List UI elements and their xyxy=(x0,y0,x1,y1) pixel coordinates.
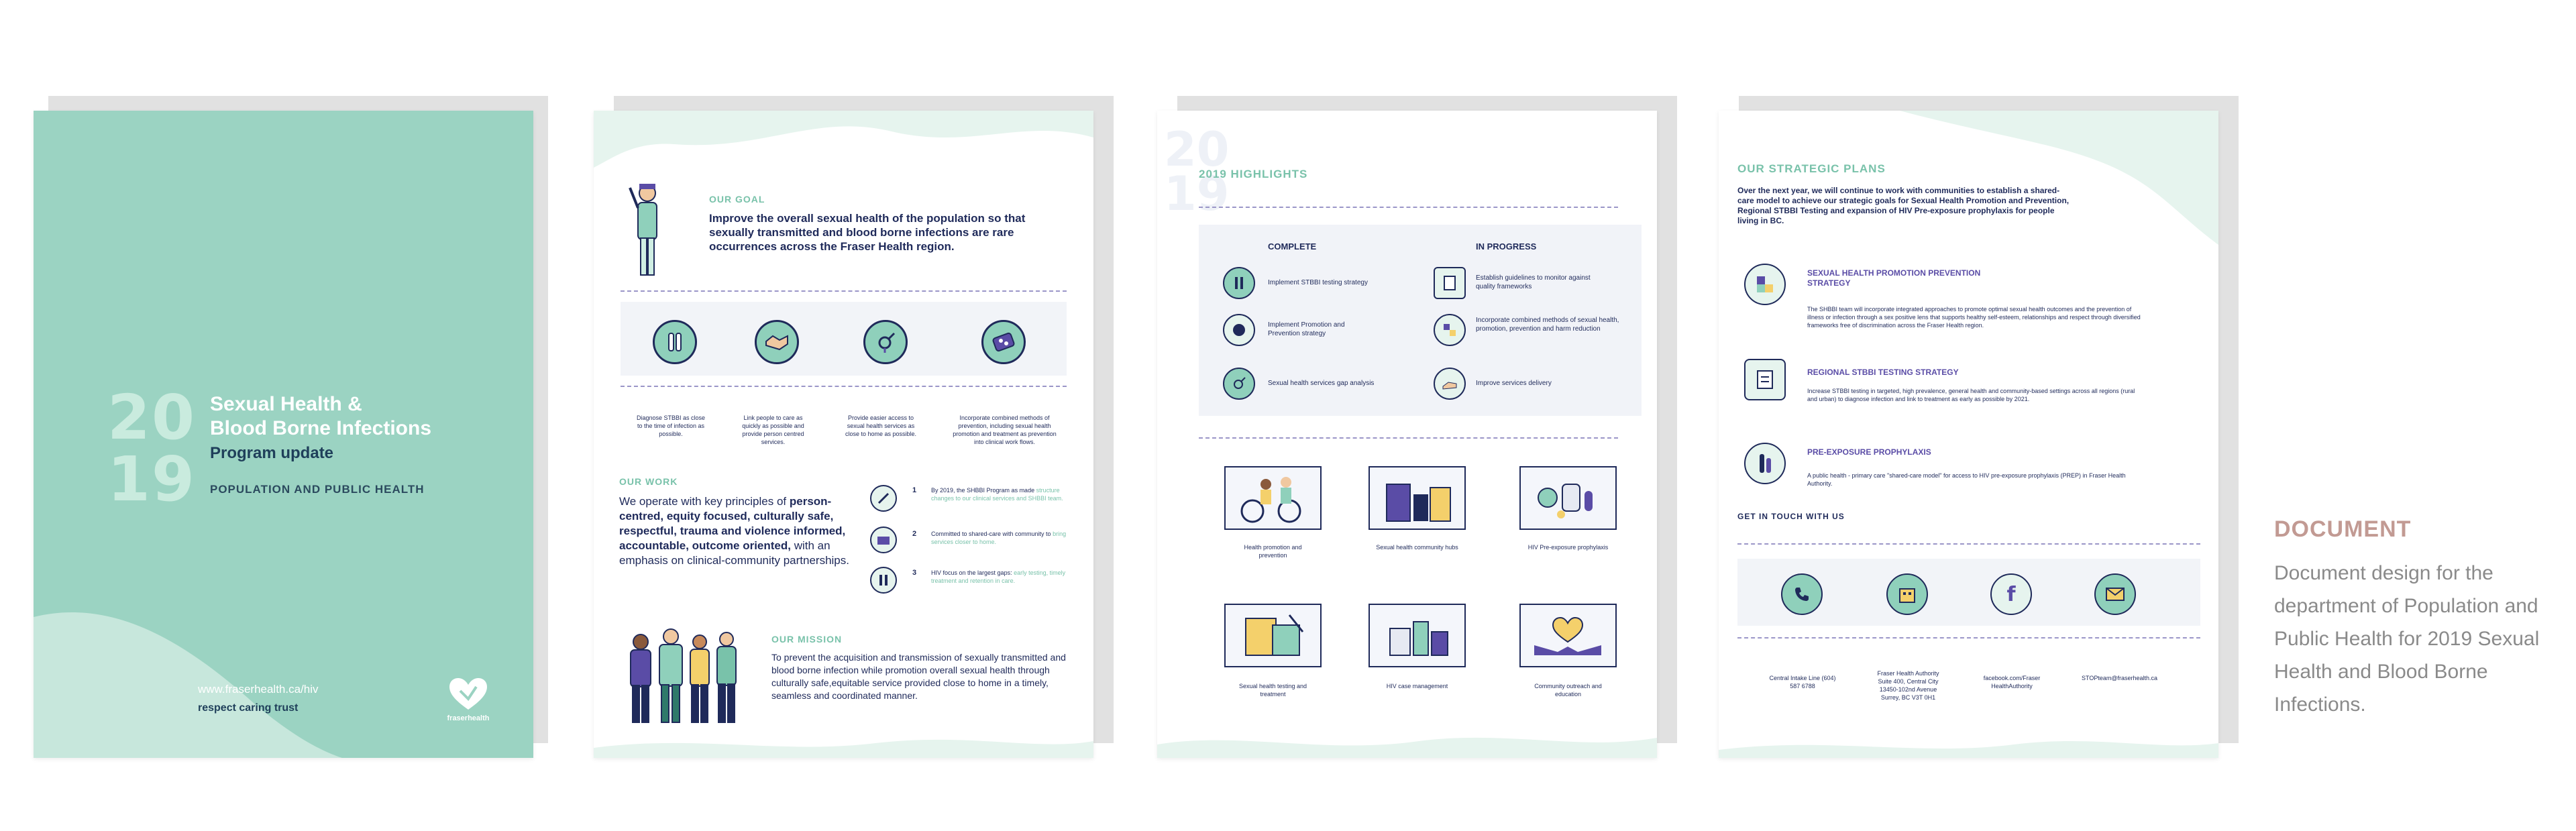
plan-text-3: A public health - primary care "shared-care model" for access to HIV pre-exposure prophylaxis (PREP) in Fraser Health Authority. xyxy=(1807,472,2126,487)
vials-icon xyxy=(1223,267,1255,299)
fraserhealth-logo: fraserhealth xyxy=(445,677,492,722)
page4 xyxy=(1719,111,2218,758)
plan-title-2: REGIONAL STBBI TESTING STRATEGY xyxy=(1807,368,1959,377)
document-icon xyxy=(1434,267,1466,299)
highlights-divider xyxy=(1199,207,1618,208)
hands-heart-icon xyxy=(1521,605,1615,666)
syringe-icon xyxy=(870,485,897,512)
mission-text: To prevent the acquisition and transmission of sexually transmitted and blood borne infection while promotion overall sexual health through culturally safe,equitable service provided close to home in a timely, seamless and coordinated manner. xyxy=(771,652,1066,701)
vials-icon xyxy=(870,567,897,594)
work-text: We operate with key principles of person-centred, equity focused, culturally safe, respectful, trauma and violence informed, accountable, outcome oriented, with an emphasis on clinical-community partnerships. xyxy=(619,495,849,567)
cover-bottom-wave xyxy=(34,590,533,758)
goal-item-4: Incorporate combined methods of prevention, including sexual health promotion and treatment as prevention into clinical work flows. xyxy=(953,414,1057,445)
community-group-illustration xyxy=(621,622,755,729)
tile-label-2: Sexual health community hubs xyxy=(1376,544,1458,551)
complete-item-3: Sexual health services gap analysis xyxy=(1268,380,1375,387)
goal-heading: OUR GOAL xyxy=(709,194,765,205)
plan-title-1: SEXUAL HEALTH PROMOTION PREVENTION STRATEGY xyxy=(1807,268,1981,288)
cover-year: 20 19 xyxy=(107,382,197,515)
contact-email[interactable]: STOPteam@fraserhealth.ca xyxy=(2081,675,2158,681)
handshake-icon xyxy=(755,320,799,364)
gender-symbol-icon xyxy=(863,320,908,364)
contact-address: Fraser Health Authority Suite 400, Central City 13450-102nd Avenue Surrey, BC V3T 0H1 xyxy=(1877,670,1939,701)
complete-item-1: Implement STBBI testing strategy xyxy=(1268,279,1368,286)
prep-tile xyxy=(1519,466,1617,530)
page4-bottom-wave xyxy=(1719,731,2218,758)
gender-symbol-icon xyxy=(1223,368,1255,400)
heart-logo-icon xyxy=(448,677,488,711)
goal-person-illustration xyxy=(627,181,667,282)
caption-text: Document design for the department of Population and Public Health for 2019 Sexual Health and Blood Borne Infections. xyxy=(2274,562,2540,716)
page2-bottom-wave xyxy=(594,731,1093,758)
outreach-education-tile xyxy=(1519,604,1617,667)
promotion-puzzle-icon xyxy=(1744,264,1786,305)
pills-icon xyxy=(1521,467,1615,529)
tiles-divider xyxy=(1199,437,1618,439)
test-kit-icon xyxy=(1226,605,1320,666)
page3 xyxy=(1157,111,1657,758)
tile-label-1: Health promotion and prevention xyxy=(1244,544,1302,559)
work-heading: OUR WORK xyxy=(619,476,678,487)
strategic-plans-heading: OUR STRATEGIC PLANS xyxy=(1737,162,1886,175)
complete-item-2: Implement Promotion and Prevention strategy xyxy=(1268,321,1345,337)
work-item-2: 2 Committed to shared-care with community to bring services closer to home. xyxy=(912,530,1067,545)
medicine-bottles-icon xyxy=(1370,605,1464,666)
plan-title-3: PRE-EXPOSURE PROPHYLAXIS xyxy=(1807,447,1931,457)
goal-item-1: Diagnose STBBI as close to the time of infection as possible. xyxy=(636,414,706,437)
page2 xyxy=(594,111,1093,758)
contact-heading: GET IN TOUCH WITH US xyxy=(1737,512,1845,521)
page3-bottom-wave xyxy=(1157,724,1657,758)
goal-item-3: Provide easier access to sexual health services as close to home as possible. xyxy=(845,414,917,437)
test-tubes-icon xyxy=(653,320,697,364)
goal-divider-top xyxy=(621,290,1067,292)
megaphone-icon xyxy=(1223,314,1255,346)
health-promotion-tile xyxy=(1224,466,1322,530)
testing-clipboard-icon xyxy=(1744,359,1786,400)
goal-item-2: Link people to care as quickly as possible and provide person centred services. xyxy=(742,414,804,445)
page3-year-watermark: 20 19 xyxy=(1164,122,1230,221)
contact-divider-bottom xyxy=(1737,637,2200,639)
cycling-people-icon xyxy=(1226,467,1320,529)
building-icon xyxy=(1886,573,1928,615)
cover-title: Sexual Health & Blood Borne Infections xyxy=(210,393,431,439)
cover-url[interactable]: www.fraserhealth.ca/hiv xyxy=(198,683,319,696)
work-item-1: 1 By 2019, the SHBBI Program as made structure changes to our clinical services and SHBBI team. xyxy=(912,486,1063,502)
strategic-intro: Over the next year, we will continue to work with communities to establish a shared-care model to achieve our strategic goals for Sexual Health Promotion and Prevention, Regional STBBI Testing and expansion of HIV Pre-exposure prophylaxis for people living in BC. xyxy=(1737,186,2070,225)
prep-vial-icon xyxy=(1744,443,1786,484)
cover-page xyxy=(34,111,533,758)
testing-treatment-tile xyxy=(1224,604,1322,667)
progress-item-3: Improve services delivery xyxy=(1476,380,1552,387)
cover-subtitle: Program update xyxy=(210,444,334,462)
contact-divider-top xyxy=(1737,543,2200,545)
buildings-icon xyxy=(1370,467,1464,529)
progress-item-1: Establish guidelines to monitor against quality frameworks xyxy=(1476,274,1591,290)
contact-phone[interactable]: Central Intake Line (604) 587 6788 xyxy=(1769,675,1836,689)
progress-item-2: Incorporate combined methods of sexual health, promotion, prevention and harm reduction xyxy=(1476,317,1619,333)
tile-label-6: Community outreach and education xyxy=(1534,683,1602,698)
mission-heading: OUR MISSION xyxy=(771,634,843,645)
phone-icon[interactable] xyxy=(1781,573,1823,615)
tile-label-5: HIV case management xyxy=(1386,683,1448,689)
page2-top-wave xyxy=(594,111,1093,171)
goal-divider-bottom xyxy=(621,386,1067,387)
goal-text: Improve the overall sexual health of the population so that sexually transmitted and blood borne infections are rare occurrences across the Fraser Health region. xyxy=(709,212,1026,253)
cover-department: POPULATION AND PUBLIC HEALTH xyxy=(210,483,425,496)
plan-text-2: Increase STBBI testing in targeted, high prevalence, general health and community-based settings across all regions (rural and urban) to diagnose infection and link to treatment as early as possible by 2021. xyxy=(1807,388,2135,402)
contact-facebook[interactable]: facebook.com/Fraser HealthAuthority xyxy=(1983,675,2041,689)
clinic-icon xyxy=(870,527,897,553)
plan-text-1: The SHBBI team will incorporate integrated approaches to promote optimal sexual health outcomes and the prevention of illness or infection through a sex positive lens that supports healthy self-esteem, relationships and respect through diversified frameworks free of discrimination across the Fraser Health region. xyxy=(1807,306,2141,329)
in-progress-heading: IN PROGRESS xyxy=(1476,241,1537,252)
tile-label-4: Sexual health testing and treatment xyxy=(1238,683,1307,698)
tile-label-3: HIV Pre-exposure prophylaxis xyxy=(1527,544,1609,551)
pills-icon xyxy=(981,320,1026,364)
facebook-icon[interactable]: f xyxy=(1990,573,2032,615)
caption-title: DOCUMENT xyxy=(2274,516,2412,542)
work-item-3: 3 HIV focus on the largest gaps: early testing, timely treatment and retention in care. xyxy=(912,569,1066,584)
helping-hand-icon xyxy=(1434,368,1466,400)
cover-values: respect caring trust xyxy=(198,702,299,714)
email-icon[interactable] xyxy=(2094,573,2136,615)
puzzle-icon xyxy=(1434,314,1466,346)
highlights-heading: 2019 HIGHLIGHTS xyxy=(1199,168,1308,180)
case-management-tile xyxy=(1368,604,1466,667)
community-hubs-tile xyxy=(1368,466,1466,530)
complete-heading: COMPLETE xyxy=(1268,241,1317,252)
